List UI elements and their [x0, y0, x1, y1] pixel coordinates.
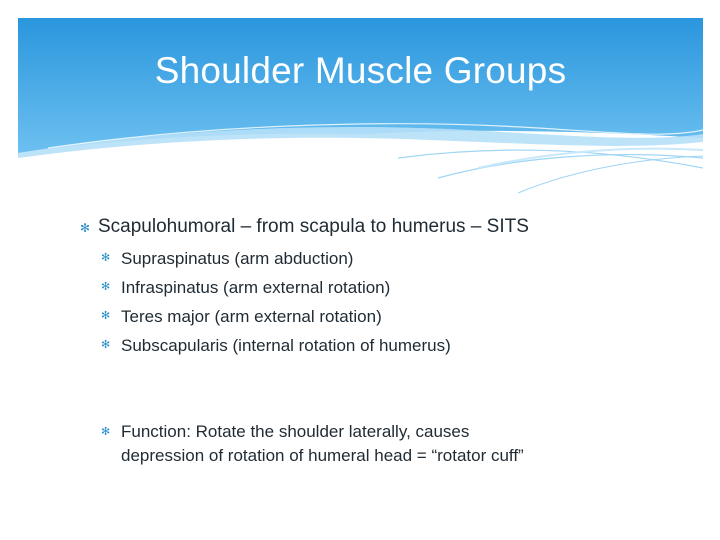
sub-bullet-subscapularis — [101, 334, 451, 358]
asterisk-icon: ✻ — [80, 221, 91, 235]
function-text — [121, 420, 524, 468]
sub-bullet-text: Subscapularis (internal rotation of humerus) — [121, 336, 451, 355]
asterisk-icon: ✻ — [101, 309, 111, 322]
sub-bullet-text: Infraspinatus (arm external rotation) — [121, 278, 391, 297]
asterisk-icon: ✻ — [101, 425, 111, 438]
main-bullet-text: Scapulohumoral – from scapula to humerus – SITS — [98, 216, 529, 237]
main-bullet — [80, 216, 529, 238]
asterisk-icon: ✻ — [101, 251, 111, 264]
sub-bullet-teres-major — [101, 305, 382, 329]
sub-bullet-text: Supraspinatus (arm abduction) — [121, 249, 354, 268]
sub-bullet-infraspinatus — [101, 276, 390, 300]
function-bullet — [101, 420, 661, 468]
asterisk-icon: ✻ — [101, 338, 111, 351]
sub-bullet-supraspinatus — [101, 247, 353, 271]
sub-bullet-text: Teres major (arm external rotation) — [121, 307, 382, 326]
asterisk-icon: ✻ — [101, 280, 111, 293]
function-line-1: Function: Rotate the shoulder laterally, causes — [121, 422, 470, 441]
slide-title: Shoulder Muscle Groups — [154, 50, 567, 91]
function-line-2: depression of rotation of humeral head = “rotator cuff” — [121, 446, 524, 465]
